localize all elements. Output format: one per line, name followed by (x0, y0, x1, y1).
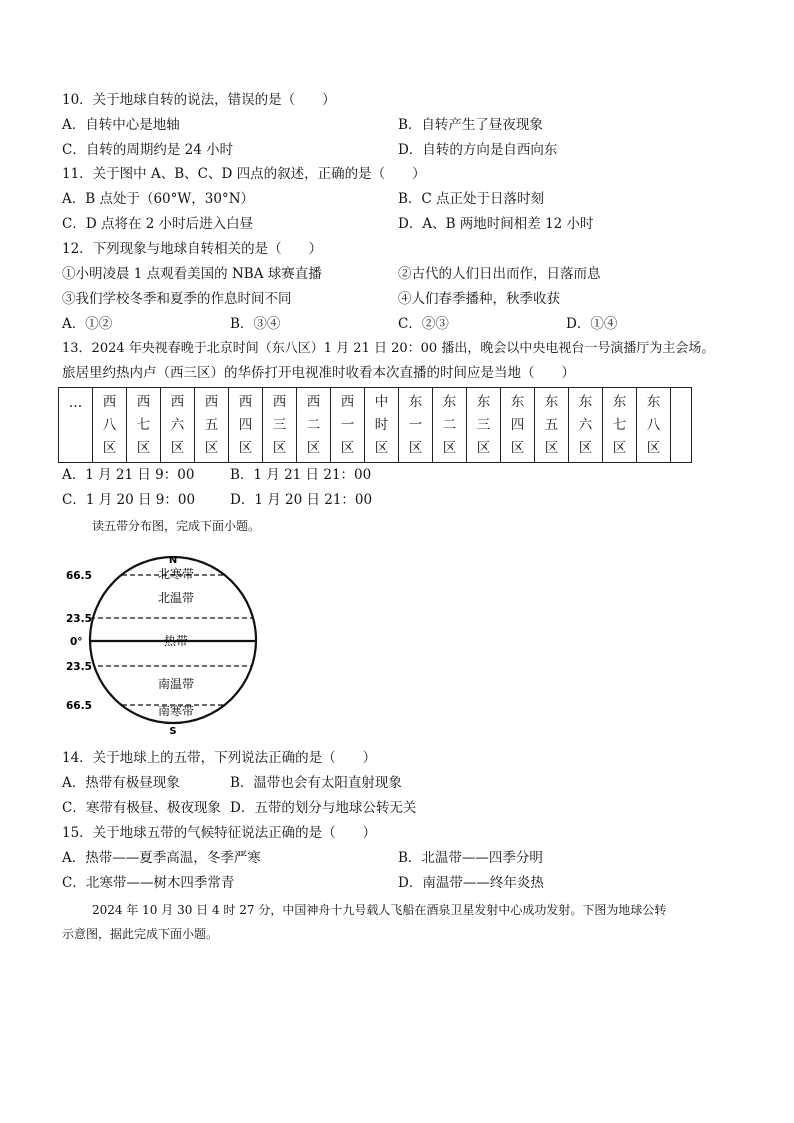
q13-option-c[interactable]: C．1 月 20 日 9：00 (62, 492, 196, 508)
time-zone-cell: 东六区 (569, 388, 603, 463)
time-zone-cell: 西三区 (263, 388, 297, 463)
q13-stem-line-2: 旅居里约热内卢（西三区）的华侨打开电视准时收看本次直播的时间应是当地（ ） (62, 365, 575, 381)
q12-option-c[interactable]: C．②③ (398, 316, 449, 332)
time-zone-cell: 东四区 (501, 388, 535, 463)
q15-stem: 15．关于地球五带的气候特征说法正确的是（ ） (62, 825, 377, 841)
time-zone-cell: 东八区 (637, 388, 671, 463)
q15-option-c[interactable]: C．北寒带——树木四季常青 (62, 875, 235, 891)
closing-intro-line-2: 示意图，据此完成下面小题。 (62, 927, 219, 941)
q14-option-a[interactable]: A．热带有极昼现象 (62, 775, 180, 791)
time-zone-cell: 西六区 (161, 388, 195, 463)
time-zone-cell (671, 388, 692, 463)
lat-label-0: 0° (70, 636, 83, 648)
north-label: N (168, 555, 178, 566)
q12-statement-1: ①小明凌晨 1 点观看美国的 NBA 球赛直播 (62, 266, 322, 282)
q15-option-a[interactable]: A．热带——夏季高温，冬季严寒 (62, 850, 261, 866)
lat-label-23-5-n: 23.5 (66, 613, 92, 625)
time-zone-cell: 西二区 (297, 388, 331, 463)
time-zone-cell: 西一区 (331, 388, 365, 463)
q11-option-b[interactable]: B．C 点正处于日落时刻 (398, 191, 545, 207)
q11-stem: 11．关于图中 A、B、C、D 四点的叙述，正确的是（ ） (62, 166, 426, 182)
q11-option-c[interactable]: C．D 点将在 2 小时后进入白昼 (62, 216, 254, 232)
time-zone-cell: 东五区 (535, 388, 569, 463)
q10-option-a[interactable]: A．自转中心是地轴 (62, 117, 180, 133)
q10-option-d[interactable]: D．自转的方向是自西向东 (398, 142, 558, 158)
q13-option-a[interactable]: A．1 月 21 日 9：00 (62, 467, 195, 483)
q13-stem-line-1: 13．2024 年央视春晚于北京时间（东八区）1 月 21 日 20：00 播出，晚会以中央电视台一号演播厅为主会场。 (62, 341, 715, 356)
q13-option-d[interactable]: D．1 月 20 日 21：00 (230, 492, 373, 508)
q14-option-c[interactable]: C．寒带有极昼、极夜现象 (62, 800, 221, 816)
south-label: S (169, 726, 177, 736)
time-zone-cell: 西四区 (229, 388, 263, 463)
q14-option-d[interactable]: D．五带的划分与地球公转无关 (230, 800, 417, 816)
time-zone-cell: 中时区 (365, 388, 399, 463)
q12-stem: 12．下列现象与地球自转相关的是（ ） (62, 241, 323, 257)
q10-option-b[interactable]: B．自转产生了昼夜现象 (398, 117, 543, 133)
q12-option-a[interactable]: A．①② (62, 316, 113, 332)
q13-option-b[interactable]: B．1 月 21 日 21：00 (230, 467, 372, 483)
q12-option-b[interactable]: B．③④ (230, 316, 281, 332)
q12-statement-3: ③我们学校冬季和夏季的作息时间不同 (62, 291, 292, 307)
q14-stem: 14．关于地球上的五带，下列说法正确的是（ ） (62, 750, 377, 766)
time-zone-table (58, 387, 692, 463)
lat-label-66-5-n: 66.5 (66, 570, 92, 582)
time-zone-row (59, 388, 692, 463)
zone-label-north-frigid: 北寒带 (157, 567, 195, 581)
q12-statement-2: ②古代的人们日出而作，日落而息 (398, 266, 601, 282)
time-zone-cell: 西五区 (195, 388, 229, 463)
q11-option-a[interactable]: A．B 点处于（60°W，30°N） (62, 191, 255, 207)
q14-option-b[interactable]: B．温带也会有太阳直射现象 (230, 775, 402, 791)
q10-stem: 10．关于地球自转的说法，错误的是（ ） (62, 92, 336, 108)
time-zone-cell: 东一区 (399, 388, 433, 463)
q11-option-d[interactable]: D．A、B 两地时间相差 12 小时 (398, 216, 594, 232)
zone-label-north-temperate: 北温带 (157, 591, 195, 605)
q12-statement-4: ④人们春季播种，秋季收获 (398, 291, 560, 307)
figure-intro: 读五带分布图，完成下面小题。 (92, 519, 261, 533)
q15-option-b[interactable]: B．北温带——四季分明 (398, 850, 543, 866)
time-zone-cell: 东二区 (433, 388, 467, 463)
zone-label-tropical: 热带 (163, 634, 189, 648)
five-zones-figure (62, 548, 262, 736)
time-zone-cell: 西八区 (93, 388, 127, 463)
q12-option-d[interactable]: D．①④ (566, 316, 618, 332)
zone-label-south-temperate: 南温带 (157, 677, 195, 691)
time-zone-cell: 东三区 (467, 388, 501, 463)
lat-label-23-5-s: 23.5 (66, 661, 92, 673)
time-zone-cell: 西七区 (127, 388, 161, 463)
time-zone-cell: 东七区 (603, 388, 637, 463)
time-zone-cell: … (59, 388, 93, 463)
lat-label-66-5-s: 66.5 (66, 700, 92, 712)
q10-option-c[interactable]: C．自转的周期约是 24 小时 (62, 142, 234, 158)
closing-intro-line-1: 2024 年 10 月 30 日 4 时 27 分，中国神舟十九号载人飞船在酒泉卫星发射中心成功发射。下图为地球公转 (92, 903, 667, 917)
zone-label-south-frigid: 南寒带 (157, 704, 195, 718)
q15-option-d[interactable]: D．南温带——终年炎热 (398, 875, 544, 891)
